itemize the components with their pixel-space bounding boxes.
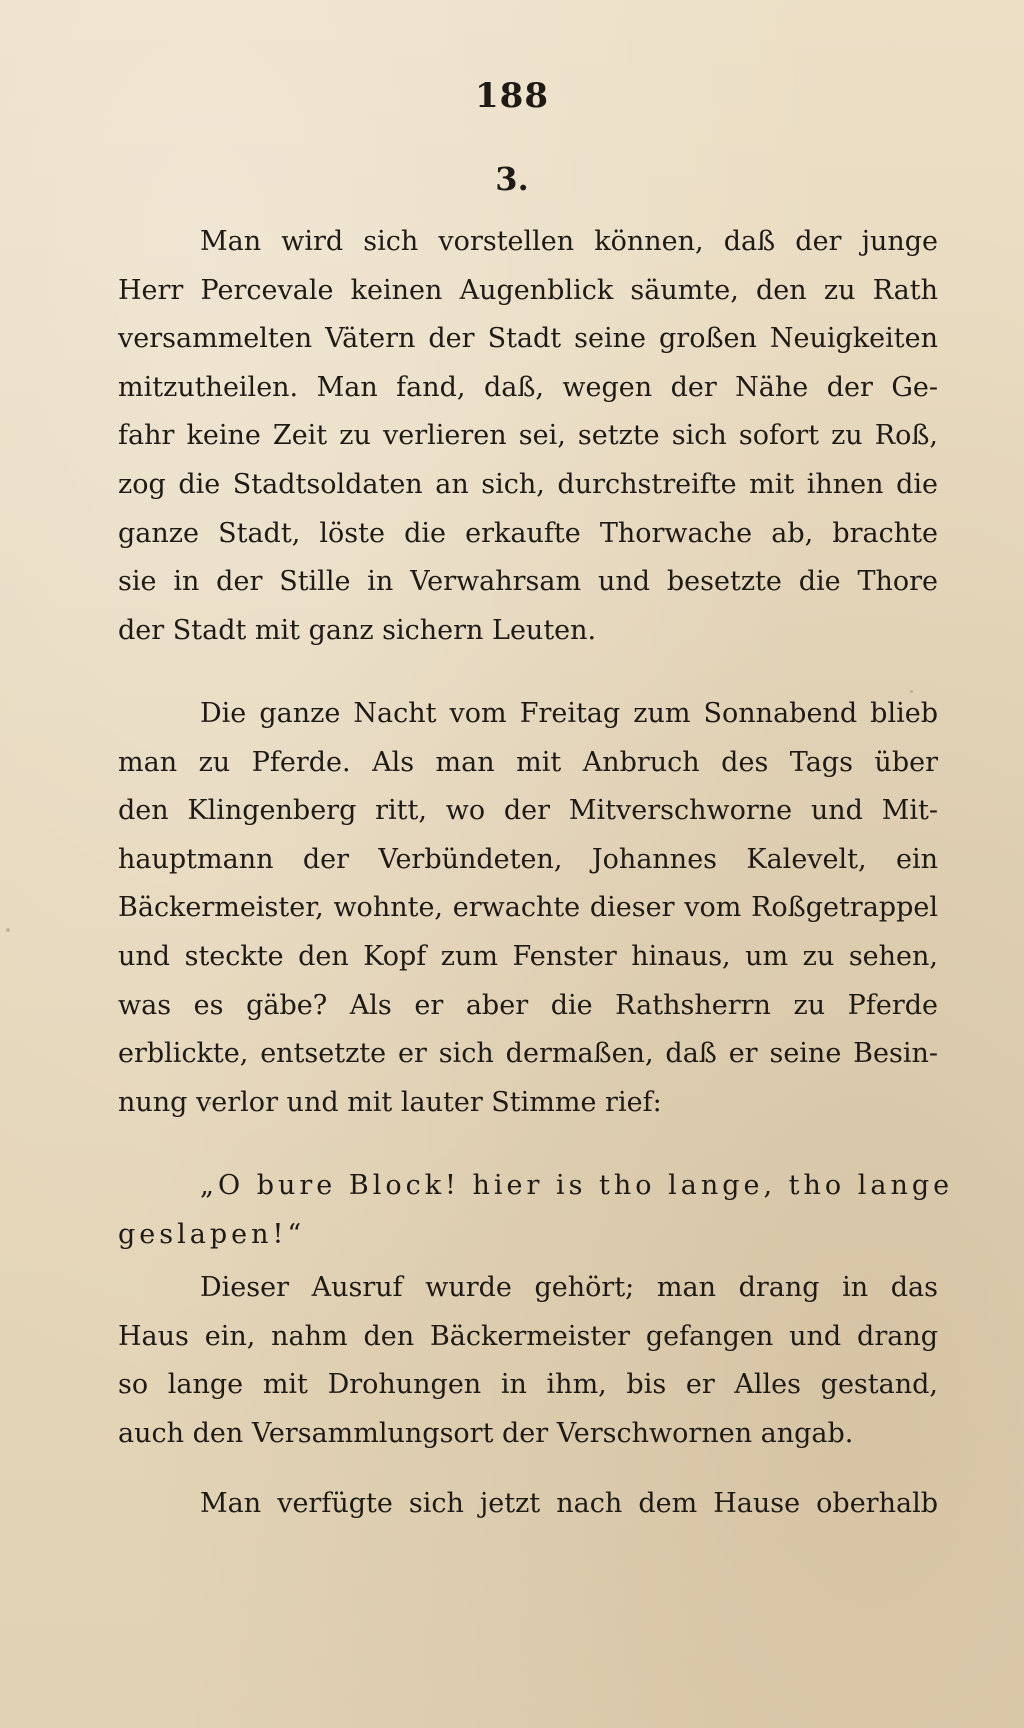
text-line: Dieser Ausruf wurde gehört; man drang in das — [200, 1272, 938, 1303]
text-line: Man wird sich vorstellen können, daß der junge — [200, 226, 938, 257]
paragraph-2 — [118, 690, 938, 1127]
text-line: ganze Stadt, löste die erkaufte Thorwache ab, brachte — [118, 517, 938, 549]
text-line: erblickte, entsetzte er sich dermaßen, daß er seine Besin- — [118, 1038, 938, 1070]
text-line: auch den Versammlungsort der Verschwornen angab. — [118, 1417, 854, 1449]
text-line: „O bure Block! hier is tho lange, tho lange — [200, 1170, 954, 1201]
text-line: so lange mit Drohungen in ihm, bis er Alles gestand, — [118, 1369, 938, 1401]
paragraph-4 — [118, 1264, 938, 1458]
text-line: geslapen!“ — [118, 1218, 306, 1250]
section-number: 3. — [495, 160, 529, 198]
paragraph-1 — [118, 218, 938, 655]
text-line: fahr keine Zeit zu verlieren sei, setzte sich sofort zu Roß, — [118, 420, 938, 452]
text-line: und steckte den Kopf zum Fenster hinaus, um zu sehen, — [118, 940, 938, 972]
text-line: der Stadt mit ganz sichern Leuten. — [118, 614, 597, 646]
text-line: Herr Percevale keinen Augenblick säumte, den zu Rath — [118, 274, 938, 306]
page-number: 188 — [475, 76, 549, 116]
text-line: was es gäbe? Als er aber die Rathsherrn zu Pferde — [118, 989, 938, 1021]
text-line: den Klingenberg ritt, wo der Mitverschworne und Mit- — [118, 795, 938, 827]
paragraph-5 — [118, 1480, 938, 1529]
text-line: Man verfügte sich jetzt nach dem Hause oberhalb — [200, 1488, 938, 1519]
paper-fleck — [6, 928, 10, 932]
paper-fleck — [910, 690, 913, 693]
text-line: zog die Stadtsoldaten an sich, durchstreifte mit ihnen die — [118, 468, 938, 500]
paragraph-3-quote — [118, 1162, 954, 1259]
text-line: mitzutheilen. Man fand, daß, wegen der Nähe der Ge- — [118, 371, 938, 403]
text-line: hauptmann der Verbündeten, Johannes Kalevelt, ein — [118, 843, 938, 875]
paper-fleck — [208, 1102, 211, 1105]
text-line: Haus ein, nahm den Bäckermeister gefangen und drang — [118, 1320, 938, 1352]
text-line: Bäckermeister, wohnte, erwachte dieser vom Roßgetrappel — [118, 892, 938, 924]
text-line: versammelten Vätern der Stadt seine großen Neuigkeiten — [118, 323, 938, 355]
text-line: nung verlor und mit lauter Stimme rief: — [118, 1086, 662, 1118]
text-line: Die ganze Nacht vom Freitag zum Sonnabend blieb — [200, 698, 938, 729]
text-line: sie in der Stille in Verwahrsam und besetzte die Thore — [118, 566, 938, 598]
text-line: man zu Pferde. Als man mit Anbruch des Tags über — [118, 746, 938, 778]
